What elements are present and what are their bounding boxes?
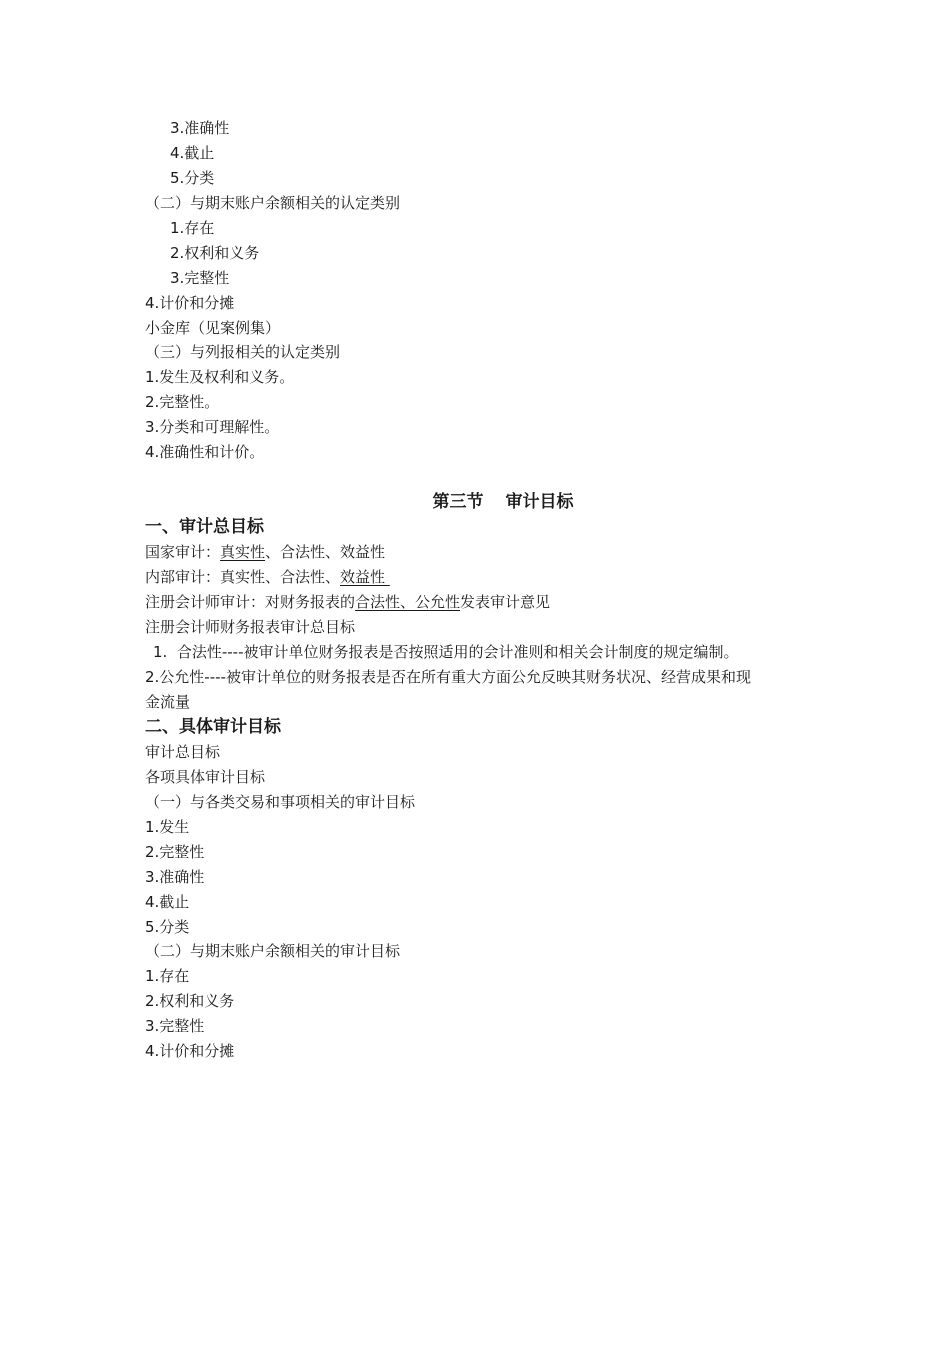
balance-assertions-heading: （二）与期末账户余额相关的认定类别 xyxy=(145,194,401,212)
assertion-cutoff: 4.截止 xyxy=(170,144,215,162)
specific-line-1: 审计总目标 xyxy=(145,743,221,761)
objective-occurrence: 1.发生 xyxy=(145,818,190,836)
assertion-completeness: 3.完整性 xyxy=(170,269,230,287)
cpa-overall-objective: 注册会计师财务报表审计总目标 xyxy=(145,618,356,636)
assertion-rights-obligations: 2.权利和义务 xyxy=(170,244,260,262)
assertion-accuracy: 3.准确性 xyxy=(170,119,230,137)
slush-fund-note: 小金库（见案例集） xyxy=(145,319,281,337)
section-title xyxy=(0,491,952,513)
fairness-definition-cont: 金流量 xyxy=(145,693,191,711)
assertion-valuation: 4.计价和分摊 xyxy=(145,294,235,312)
objective-cutoff: 4.截止 xyxy=(145,893,190,911)
national-audit-line: 国家审计：真实性、合法性、效益性 xyxy=(145,543,386,561)
objective-completeness: 2.完整性 xyxy=(145,843,205,861)
transaction-objectives-heading: （一）与各类交易和事项相关的审计目标 xyxy=(145,793,416,811)
objective-rights-obligations: 2.权利和义务 xyxy=(145,992,235,1010)
specific-line-2: 各项具体审计目标 xyxy=(145,768,266,786)
cpa-audit-line: 注册会计师审计：对财务报表的合法性、公允性发表审计意见 xyxy=(145,593,551,611)
assertion-existence: 1.存在 xyxy=(170,219,215,237)
balance-objectives-heading: （二）与期末账户余额相关的审计目标 xyxy=(145,942,401,960)
overall-objective-heading: 一、审计总目标 xyxy=(145,517,264,537)
fairness-definition: 2.公允性----被审计单位的财务报表是否在所有重大方面公允反映其财务状况、经营成果和现 xyxy=(145,668,751,686)
assertion-classification: 5.分类 xyxy=(170,169,215,187)
presentation-assertions-heading: （三）与列报相关的认定类别 xyxy=(145,343,341,361)
section-number: 第三节 xyxy=(432,492,484,512)
objective-classification: 5.分类 xyxy=(145,918,190,936)
objective-valuation: 4.计价和分摊 xyxy=(145,1042,235,1060)
objective-accuracy: 3.准确性 xyxy=(145,868,205,886)
objective-balance-completeness: 3.完整性 xyxy=(145,1017,205,1035)
objective-existence: 1.存在 xyxy=(145,967,190,985)
legality-definition: 1. 合法性----被审计单位财务报表是否按照适用的会计准则和相关会计制度的规定编制。 xyxy=(153,643,739,661)
section-name: 审计目标 xyxy=(505,492,574,512)
internal-audit-line: 内部审计：真实性、合法性、效益性 xyxy=(145,568,390,586)
specific-objectives-heading: 二、具体审计目标 xyxy=(145,717,281,737)
presentation-item-2: 2.完整性。 xyxy=(145,393,220,411)
presentation-item-4: 4.准确性和计价。 xyxy=(145,443,265,461)
presentation-item-1: 1.发生及权利和义务。 xyxy=(145,368,295,386)
presentation-item-3: 3.分类和可理解性。 xyxy=(145,418,280,436)
